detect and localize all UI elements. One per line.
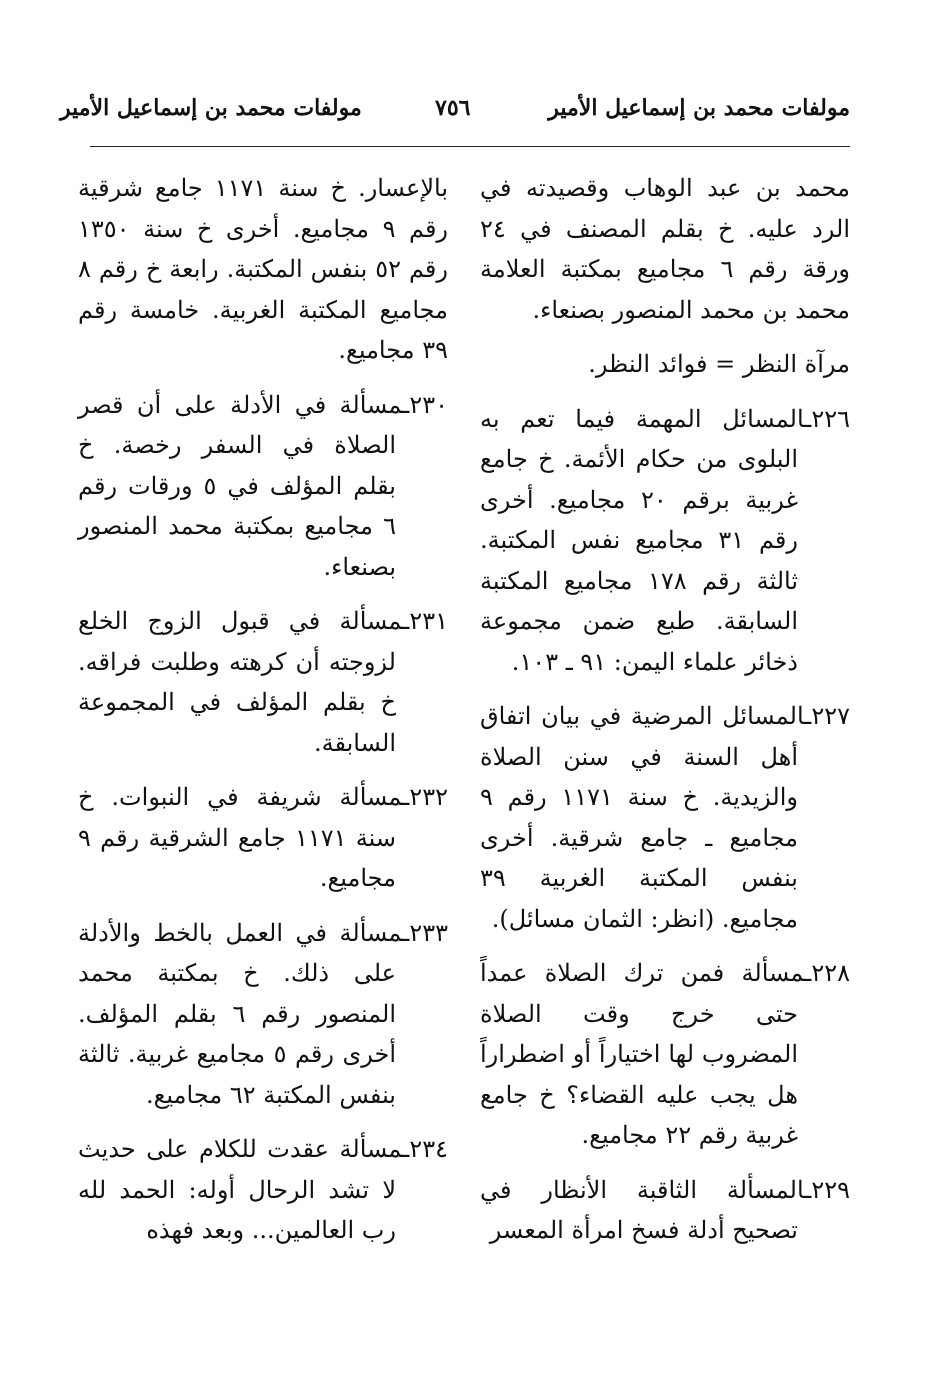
paragraph-text: بالإعسار. خ سنة ١١٧١ جامع شرقية رقم ٩ مجاميع. أخرى خ سنة ١٣٥٠ رقم ٥٢ بنفس المكتبة. رابعة خ رقم ٨ مجاميع المكتبة الغربية. خامسة رقم ٣٩ مجاميع. xyxy=(78,174,449,364)
page-number: ٧٥٦ xyxy=(435,95,471,121)
header-title-left: مولفات محمد بن إسماعيل الأمير xyxy=(60,95,362,121)
catalog-entry: ٢٣١ـمسألة في قبول الزوج الخلع لزوجته أن كرهته وطلبت فراقه. خ بقلم المؤلف في المجموعة السابقة. xyxy=(78,607,448,757)
continuation-paragraph xyxy=(480,168,850,330)
right-column xyxy=(480,168,850,1265)
running-header xyxy=(60,95,850,135)
catalog-entry: ٢٣٠ـمسألة في الأدلة على أن قصر الصلاة في السفر رخصة. خ بقلم المؤلف في ٥ ورقات رقم ٦ مجاميع بمكتبة محمد المنصور بصنعاء. xyxy=(78,390,448,581)
entry-number: ٢٣٣ xyxy=(409,918,448,947)
entry-text: مسألة في الأدلة على أن قصر الصلاة في السفر رخصة. خ بقلم المؤلف في ٥ ورقات رقم ٦ مجاميع بمكتبة محمد المنصور بصنعاء. xyxy=(78,390,403,581)
catalog-entry: ٢٢٩ـالمسألة الثاقبة الأنظار في تصحيح أدلة فسخ امرأة المعسر xyxy=(480,1175,850,1244)
entry-text: المسائل المرضية في بيان اتفاق أهل السنة في سنن الصلاة والزيدية. خ سنة ١١٧١ رقم ٩ مجاميع ـ جامع شرقية. أخرى بنفس المكتبة الغربية ٣٩ مجاميع. (انظر: الثمان مسائل). xyxy=(480,702,805,933)
entry-number: ٢٢٩ xyxy=(811,1175,850,1204)
entry-text: مسألة عقدت للكلام على حديث لا تشد الرحال أوله: الحمد لله رب العالمين... وبعد فهذه xyxy=(78,1135,403,1244)
paragraph-text: محمد بن عبد الوهاب وقصيدته في الرد عليه. خ بقلم المصنف في ٢٤ ورقة رقم ٦ مجاميع بمكتبة العلامة محمد بن محمد المنصور بصنعاء. xyxy=(480,174,850,324)
entry-number: ٢٣١ xyxy=(409,607,448,635)
entry-text: مسألة فمن ترك الصلاة عمداً حتى خرج وقت الصلاة المضروب لها اختياراً أو اضطراراً هل يجب عليه القضاء؟ خ جامع غربية رقم ٢٢ مجاميع. xyxy=(480,959,805,1149)
catalog-entry: ٢٢٦ـالمسائل المهمة فيما تعم به البلوى من حكام الأئمة. خ جامع غربية برقم ٢٠ مجاميع. أخرى رقم ٣١ مجاميع نفس المكتبة. ثالثة رقم ١٧٨ مجاميع المكتبة السابقة. طبع ضمن مجموعة ذخائر علماء اليمن: ٩١ ـ ١٠٣. xyxy=(480,404,850,676)
entry-number: ٢٣٠ xyxy=(409,390,448,419)
entry-text: مسألة في العمل بالخط والأدلة على ذلك. خ بمكتبة محمد المنصور رقم ٦ بقلم المؤلف. أخرى رقم ٥ مجاميع غربية. ثالثة بنفس المكتبة ٦٢ مجاميع. xyxy=(78,918,403,1109)
entry-text: المسألة الثاقبة الأنظار في تصحيح أدلة فسخ امرأة المعسر xyxy=(480,1175,805,1244)
catalog-entry: ٢٣٣ـمسألة في العمل بالخط والأدلة على ذلك. خ بمكتبة محمد المنصور رقم ٦ بقلم المؤلف. أخرى رقم ٥ مجاميع غربية. ثالثة بنفس المكتبة ٦٢ مجاميع. xyxy=(78,918,448,1109)
continuation-paragraph xyxy=(78,168,448,371)
catalog-entry: ٢٣٢ـمسألة شريفة في النبوات. خ سنة ١١٧١ جامع الشرقية رقم ٩ مجاميع. xyxy=(78,783,448,892)
catalog-entry: ٢٣٤ـمسألة عقدت للكلام على حديث لا تشد الرحال أوله: الحمد لله رب العالمين... وبعد فهذه xyxy=(78,1135,448,1244)
entry-number: ٢٢٧ xyxy=(811,702,850,730)
header-rule xyxy=(90,146,850,147)
catalog-entry: ٢٢٨ـمسألة فمن ترك الصلاة عمداً حتى خرج وقت الصلاة المضروب لها اختياراً أو اضطراراً هل يجب عليه القضاء؟ خ جامع غربية رقم ٢٢ مجاميع. xyxy=(480,959,850,1149)
entry-number: ٢٢٦ xyxy=(811,404,850,433)
entry-number: ٢٢٨ xyxy=(811,959,850,987)
entry-number: ٢٣٤ xyxy=(409,1135,448,1163)
left-column xyxy=(78,168,448,1265)
cross-reference xyxy=(480,344,850,385)
entry-number: ٢٣٢ xyxy=(409,783,448,811)
catalog-entry: ٢٢٧ـالمسائل المرضية في بيان اتفاق أهل السنة في سنن الصلاة والزيدية. خ سنة ١١٧١ رقم ٩ مجاميع ـ جامع شرقية. أخرى بنفس المكتبة الغربية ٣٩ مجاميع. (انظر: الثمان مسائل). xyxy=(480,702,850,933)
entry-text: مسألة شريفة في النبوات. خ سنة ١١٧١ جامع الشرقية رقم ٩ مجاميع. xyxy=(78,783,403,892)
header-title-right: مولفات محمد بن إسماعيل الأمير xyxy=(548,95,850,121)
entry-text: مسألة في قبول الزوج الخلع لزوجته أن كرهته وطلبت فراقه. خ بقلم المؤلف في المجموعة السابقة. xyxy=(78,607,403,757)
entry-text: المسائل المهمة فيما تعم به البلوى من حكام الأئمة. خ جامع غربية برقم ٢٠ مجاميع. أخرى رقم ٣١ مجاميع نفس المكتبة. ثالثة رقم ١٧٨ مجاميع المكتبة السابقة. طبع ضمن مجموعة ذخائر علماء اليمن: ٩١ ـ ١٠٣. xyxy=(480,404,805,676)
paragraph-text: مرآة النظر = فوائد النظر. xyxy=(588,350,850,378)
